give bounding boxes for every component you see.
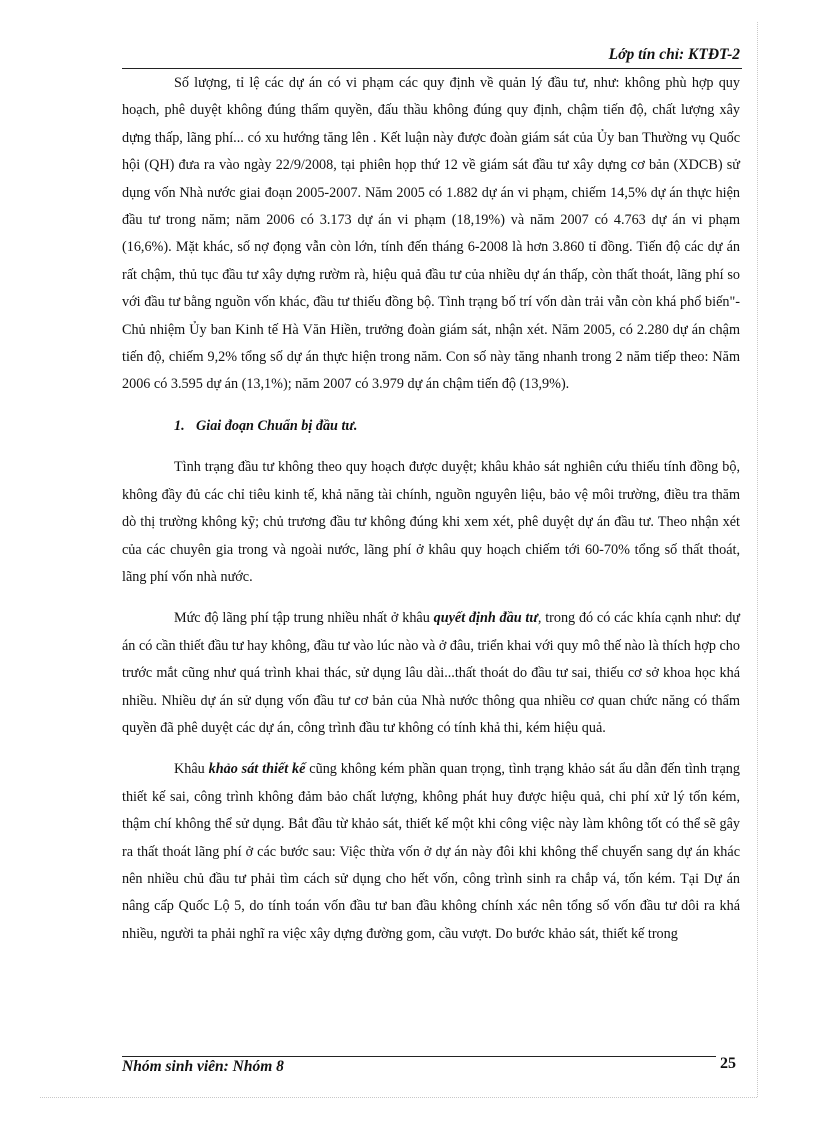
header-rule [122, 68, 742, 69]
paragraph-3-rest: , trong đó có các khía cạnh như: dự án có cần thiết đầu tư hay không, đầu tư vào lúc nào và ở đâu, triển khai với quy mô thế nào là thích hợp cho trước mắt cũng như quá trình khai thác, sử dụng lâu dài...thất thoát do đầu tư sai, thiếu cơ sở khoa học khá nhiều. Nhiều dự án sử dụng vốn đầu tư cơ bản của Nhà nước thông qua nhiều cơ quan chức năng có thẩm quyền đã phê duyệt các dự án, công trình đầu tư không có tính khả thi, kém hiệu quả. [122, 610, 740, 736]
paragraph-4-emphasis: khảo sát thiết kế [208, 761, 306, 778]
section-title: Giai đoạn Chuẩn bị đầu tư. [196, 417, 358, 434]
paragraph-2: Tình trạng đầu tư không theo quy hoạch được duyệt; khâu khảo sát nghiên cứu thiếu tính đồng bộ, không đầy đủ các chỉ tiêu kinh tế, khả năng tài chính, nguồn nguyên liệu, bảo vệ môi trường, điều tra thăm dò thị trường không kỹ; chủ trương đầu tư không đúng khi xem xét, phê duyệt dự án đầu tư. Theo nhận xét của các chuyên gia trong và ngoài nước, lãng phí ở khâu quy hoạch chiếm tới 60-70% tổng số thất thoát, lãng phí vốn nhà nước. [122, 459, 740, 585]
paragraph-4-rest: cũng không kém phần quan trọng, tình trạng khảo sát ẩu dẫn đến tình trạng thiết kế sai, công trình không đảm bảo chất lượng, không phát huy được hiệu quả, chi phí xử lý tốn kém, thậm chí không thể sử dụng. Bắt đầu từ khảo sát, thiết kế một khi công việc này làm không tốt có thể sẽ gây ra thất thoát lãng phí ở các bước sau: Việc thừa vốn ở dự án này đôi khi không thể chuyển sang dự án khác nên nhiều chủ đầu tư phải tìm cách sử dụng cho hết vốn, công trình sinh ra chắp vá, tốn kém. Tại Dự án nâng cấp Quốc Lộ 5, do tính toán vốn đầu tư ban đầu không chính xác nên tổng số vốn đầu tư dôi ra khá nhiều, người ta phải nghĩ ra việc xây dựng đường gom, cầu vượt. Do bước khảo sát, thiết kế trong [122, 761, 740, 942]
section-number: 1. [174, 417, 185, 434]
paragraph-4-start: Khâu [174, 761, 209, 778]
page-border-bottom [40, 1097, 757, 1098]
page-body [122, 70, 740, 948]
page-border-right [757, 22, 758, 1097]
footer-group: Nhóm sinh viên: Nhóm 8 [122, 1058, 284, 1075]
header-title: Lớp tín chỉ: KTĐT-2 [608, 46, 740, 63]
paragraph-3 [122, 605, 740, 742]
section-heading [122, 413, 740, 440]
paragraph-4 [122, 756, 740, 948]
page-number: 25 [720, 1055, 736, 1072]
paragraph-3-emphasis: quyết định đầu tư [433, 610, 538, 627]
paragraph-3-start: Mức độ lãng phí tập trung nhiều nhất ở khâu [174, 610, 434, 627]
footer-rule [122, 1056, 716, 1057]
paragraph-1: Số lượng, tỉ lệ các dự án có vi phạm các quy định về quản lý đầu tư, như: không phù hợp quy hoạch, phê duyệt không đúng thẩm quyền, đấu thầu không đúng quy định, chậm tiến độ, chất lượng xây dựng thấp, lãng phí... có xu hướng tăng lên . Kết luận này được đoàn giám sát của Ủy ban Thường vụ Quốc hội (QH) đưa ra vào ngày 22/9/2008, tại phiên họp thứ 12 về giám sát đầu tư xây dựng cơ bản (XDCB) sử dụng vốn Nhà nước giai đoạn 2005-2007. Năm 2005 có 1.882 dự án vi phạm, chiếm 14,5% dự án thực hiện đầu tư trong năm; năm 2006 có 3.173 dự án vi phạm (18,19%) và năm 2007 có 4.763 dự án vi phạm (16,6%). Mặt khác, số nợ đọng vẫn còn lớn, tính đến tháng 6-2008 là hơn 3.860 tỉ đồng. Tiến độ các dự án rất chậm, thủ tục đầu tư xây dựng rườm rà, hiệu quả đầu tư của nhiều dự án thấp, còn thất thoát, lãng phí so với đầu tư bằng nguồn vốn khác, đầu tư thiếu đồng bộ. Tình trạng bố trí vốn dàn trải vẫn còn khá phổ biến"- Chủ nhiệm Ủy ban Kinh tế Hà Văn Hiền, trưởng đoàn giám sát, nhận xét. Năm 2005, có 2.280 dự án chậm tiến độ, chiếm 9,2% tổng số dự án thực hiện trong năm. Con số này tăng nhanh trong 2 năm tiếp theo: Năm 2006 có 3.595 dự án (13,1%); năm 2007 có 3.979 dự án chậm tiến độ (13,9%). [122, 75, 740, 393]
